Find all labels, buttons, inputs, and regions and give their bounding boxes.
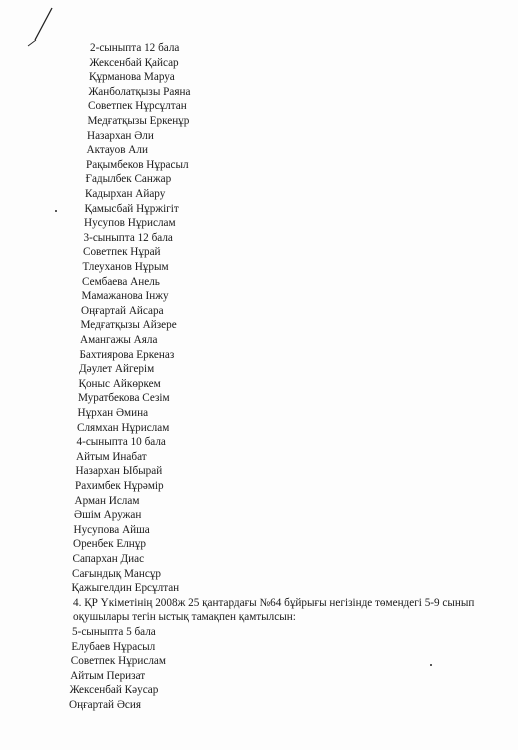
student-name: Нусупова Айша [73,523,150,536]
ink-dot [430,664,432,666]
student-name: Нұрхан Әмина [77,407,149,419]
class-heading: 2-сыныпта 12 бала [90,42,180,54]
student-name: Медғатқызы Еркенұр [87,115,190,127]
student-name: Рахимбек Нұрәмір [75,480,164,492]
order-paragraph-line-1: 4. ҚР Үкіметінің 2008ж 25 қантардағы №64 бұйрығы негізінде төмендегі 5-9 сынып [73,596,475,609]
student-name: Жексенбай Кәусар [69,684,159,697]
student-name: Назархан Әли [87,129,154,142]
class-heading: 4-сыныпта 10 бала [76,436,166,449]
student-name: Оренбек Елнұр [73,538,146,551]
student-name: Рақымбеков Нұрасыл [86,158,189,171]
student-name: Амангажы Аяла [80,334,158,346]
student-name: Жексенбай Қайсар [89,56,179,69]
student-name: Әшім Аружан [74,509,142,522]
student-name: Советпек Нұрай [83,246,161,259]
student-name: Дәулет Айгерім [79,363,155,376]
class-heading: 5-сыныпта 5 бала [72,626,156,638]
student-name: Бахтиярова Еркеназ [79,348,175,361]
order-paragraph-line-2: оқушылары тегін ыстық тамақпен қамтылсын: [73,611,296,624]
student-name: Актауов Али [86,144,148,157]
student-name: Мамажанова Інжу [81,290,169,303]
student-name: Айтым Инабат [76,450,147,463]
student-name: Кадырхан Айару [85,188,166,200]
student-name: Нусупов Нұрислам [84,217,176,230]
student-name: Елубаев Нұрасыл [71,640,156,653]
student-name: Сағындық Мансұр [72,567,162,580]
student-name: Қамысбай Нұржігіт [84,202,179,215]
ink-dot [55,210,57,212]
student-name: Құрманова Маруа [89,71,175,84]
student-name: Айтым Перизат [70,669,146,682]
student-name: Советпек Нұрислам [70,655,166,668]
student-name: Оңғартай Әсия [69,699,142,711]
class-heading: 3-сыныпта 12 бала [83,231,173,244]
student-name: Слямхан Нұрислам [77,421,170,434]
student-name: Оңғартай Айсара [81,304,164,317]
student-name: Қоныс Айкөркем [78,377,161,390]
student-name: Медғатқызы Айзере [80,319,177,332]
student-name: Жанболатқызы Раяна [88,85,191,98]
student-name: Қажыгелдин Ерсұлтан [71,582,180,595]
student-name: Назархан Ыбырай [75,465,163,478]
student-name: Тлеуханов Нұрым [82,261,169,273]
student-name: Ғадылбек Санжар [85,173,172,186]
student-name: Арман Ислам [74,494,140,507]
student-name: Советпек Нұрсұлтан [88,100,187,113]
student-name: Сембаева Анель [82,275,160,288]
student-name: Сапархан Диас [72,553,145,565]
student-name: Муратбекова Сезім [78,392,170,405]
